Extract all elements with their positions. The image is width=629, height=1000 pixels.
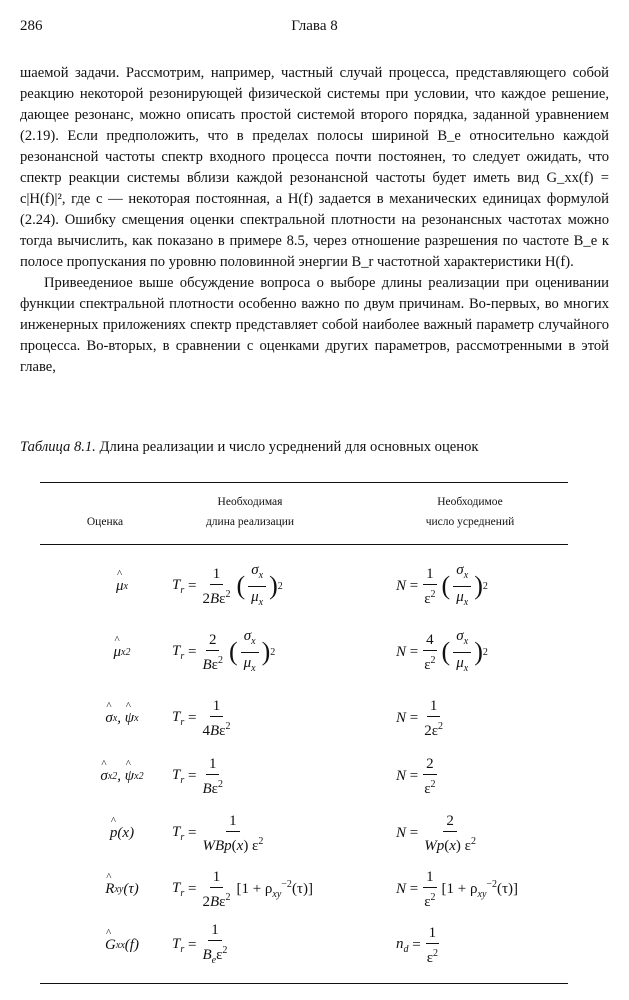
- record-length-formula: $T_r$ = $\frac{1}{B_e\varepsilon^2}$: [172, 921, 228, 966]
- chapter-title: Глава 8: [291, 18, 338, 34]
- table-caption: [20, 439, 609, 456]
- estimate-symbol: ^ μ x: [62, 553, 182, 619]
- table-caption-text: Длина реализации и число усреднений для основных оценок: [99, 439, 479, 455]
- averages-formula: N = $\frac{1}{\varepsilon^2}$ $[1 + \rho_{xy}^{-2}(\tau)]$: [396, 868, 519, 910]
- table-top-rule: [40, 482, 568, 483]
- estimate-symbol: ^ p (x): [62, 800, 182, 866]
- estimate-symbol: ^ μ x 2: [62, 619, 182, 685]
- record-length-formula: $T_r$ = $\frac{1}{2B\varepsilon^2}$ $[1 + \rho_{xy}^{-2}(\tau)]$: [172, 868, 313, 910]
- record-length-formula: $T_r$ = $\frac{1}{B\varepsilon^2}$: [172, 755, 223, 797]
- col-header-estimate: Оценка: [86, 516, 124, 528]
- page-header: [20, 18, 609, 40]
- col-header-averages: Необходимое число усреднений: [425, 496, 515, 528]
- record-length-formula: $T_r$ = $\frac{2}{B\varepsilon^2}$ ( $\frac{\sigma_x}{\mu_x}$ ) 2: [172, 627, 276, 674]
- averages-formula: N = $\frac{1}{2\varepsilon^2}$: [396, 697, 444, 739]
- estimate-symbol: ^ R xy (τ): [62, 856, 182, 922]
- col-header-record-length: Необходимая длина реализации: [205, 496, 295, 528]
- averages-formula: N = $\frac{2}{Wp(x) \varepsilon^2}$: [396, 812, 476, 854]
- estimate-symbol: ^ G xx (f): [62, 912, 182, 978]
- averages-formula: N = $\frac{1}{\varepsilon^2}$ ( $\frac{\sigma_x}{\mu_x}$ ) 2: [396, 561, 488, 608]
- table-bottom-rule: [40, 983, 568, 984]
- body-text: [20, 63, 609, 378]
- record-length-formula: $T_r$ = $\frac{1}{4B\varepsilon^2}$: [172, 697, 231, 739]
- table-header-rule: [40, 544, 568, 545]
- page-number: 286: [20, 18, 43, 34]
- averages-formula: N = $\frac{2}{\varepsilon^2}$: [396, 755, 436, 797]
- paragraph-2: Привеедениое выше обсуждение вопроса о выборе длины реализации при оценивании функции спектральной плотности особенно важно по двум причинам. Во-первых, во многих инженерных приложениях спектр представляет собой наиболее важный параметр случайного процесса. Во-вторых, в сравнении с оценками других параметров, рассмотренными в этой главе,: [20, 275, 609, 375]
- paragraph-1: шаемой задачи. Рассмотрим, например, частный случай процесса, представляющего собой реакцию некоторой резонирующей физической системы при условии, что каждое решение, дающее резонанс, можно описать простой системой второго порядка, заданной уравнением (2.19). Если предположить, что в пределах полосы шириной B_e относительно каждой резонансной частоты спектр входного процесса почти постоянен, то следует ожидать, что спектр реакции системы вблизи каждой резонансной частоты будет иметь вид G_xx(f) = c|H(f)|², где c — некоторая постоянная, а H(f) задается в механических единицах формулой (2.24). Ошибку смещения оценки спектральной плотности на резонансных частотах можно тогда вычислить, как показано в примере 8.5, через отношение разрешения по частоте B_e к полосе пропускания по уровню половинной энергии B_r частотной характеристики H(f).: [20, 65, 609, 270]
- estimate-symbol: ^ σ x , ^ ψ x: [62, 685, 182, 751]
- record-length-formula: $T_r$ = $\frac{1}{2B\varepsilon^2}$ ( $\frac{\sigma_x}{\mu_x}$ ) 2: [172, 561, 283, 608]
- table-number: Таблица 8.1.: [20, 439, 96, 455]
- averages-formula: N = $\frac{4}{\varepsilon^2}$ ( $\frac{\sigma_x}{\mu_x}$ ) 2: [396, 627, 488, 674]
- estimate-symbol: ^ σ x 2 , ^ ψ x 2: [62, 743, 182, 809]
- record-length-formula: $T_r$ = $\frac{1}{WBp(x) \varepsilon^2}$: [172, 812, 264, 854]
- averages-formula: $n_d$ = $\frac{1}{\varepsilon^2}$: [396, 924, 439, 966]
